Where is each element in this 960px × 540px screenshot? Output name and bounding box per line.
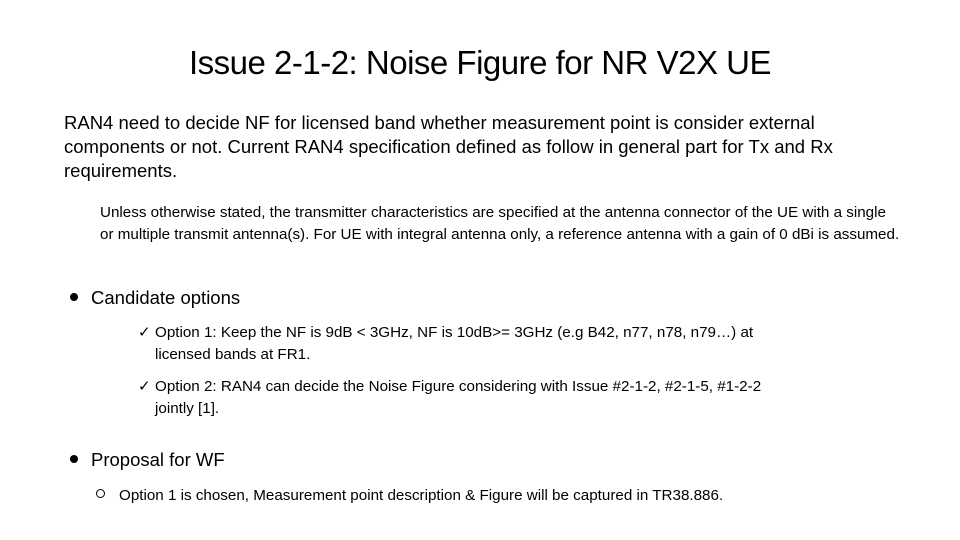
hollow-circle-icon: [96, 489, 105, 498]
option-1-item: [138, 322, 898, 365]
intro-paragraph: RAN4 need to decide NF for licensed band whether measurement point is consider external components or not. Current RAN4 specification defined as follow in general part for Tx and Rx requirements.: [64, 112, 833, 181]
candidate-options-label: Candidate options: [91, 287, 241, 308]
checkmark-icon: ✓: [138, 324, 151, 341]
proposal-bullet: [70, 448, 225, 472]
option-1-line2: licensed bands at FR1.: [155, 345, 311, 363]
option-2-line2: jointly [1].: [155, 399, 220, 417]
bullet-dot-icon: [70, 293, 78, 301]
candidate-options-bullet: [70, 286, 240, 310]
option-2-item: [138, 376, 898, 419]
option-1-line1: Option 1: Keep the NF is 9dB < 3GHz, NF is 10dB>= 3GHz (e.g B42, n77, n78, n79…) at: [155, 324, 754, 341]
spec-quote: Unless otherwise stated, the transmitter characteristics are specified at the antenna connector of the UE with a single or multiple transmit antenna(s). For UE with integral antenna only, a reference antenna with a gain of 0 dBi is assumed.: [100, 204, 900, 243]
slide-title: Issue 2-1-2: Noise Figure for NR V2X UE: [188, 44, 772, 81]
proposal-label: Proposal for WF: [91, 449, 225, 470]
proposal-item: [96, 485, 916, 507]
proposal-text: Option 1 is chosen, Measurement point description & Figure will be captured in TR38.886.: [119, 487, 724, 504]
checkmark-icon: ✓: [138, 378, 151, 395]
bullet-dot-icon: [70, 455, 78, 463]
option-2-line1: Option 2: RAN4 can decide the Noise Figure considering with Issue #2-1-2, #2-1-5, #1-2-2: [155, 378, 762, 395]
